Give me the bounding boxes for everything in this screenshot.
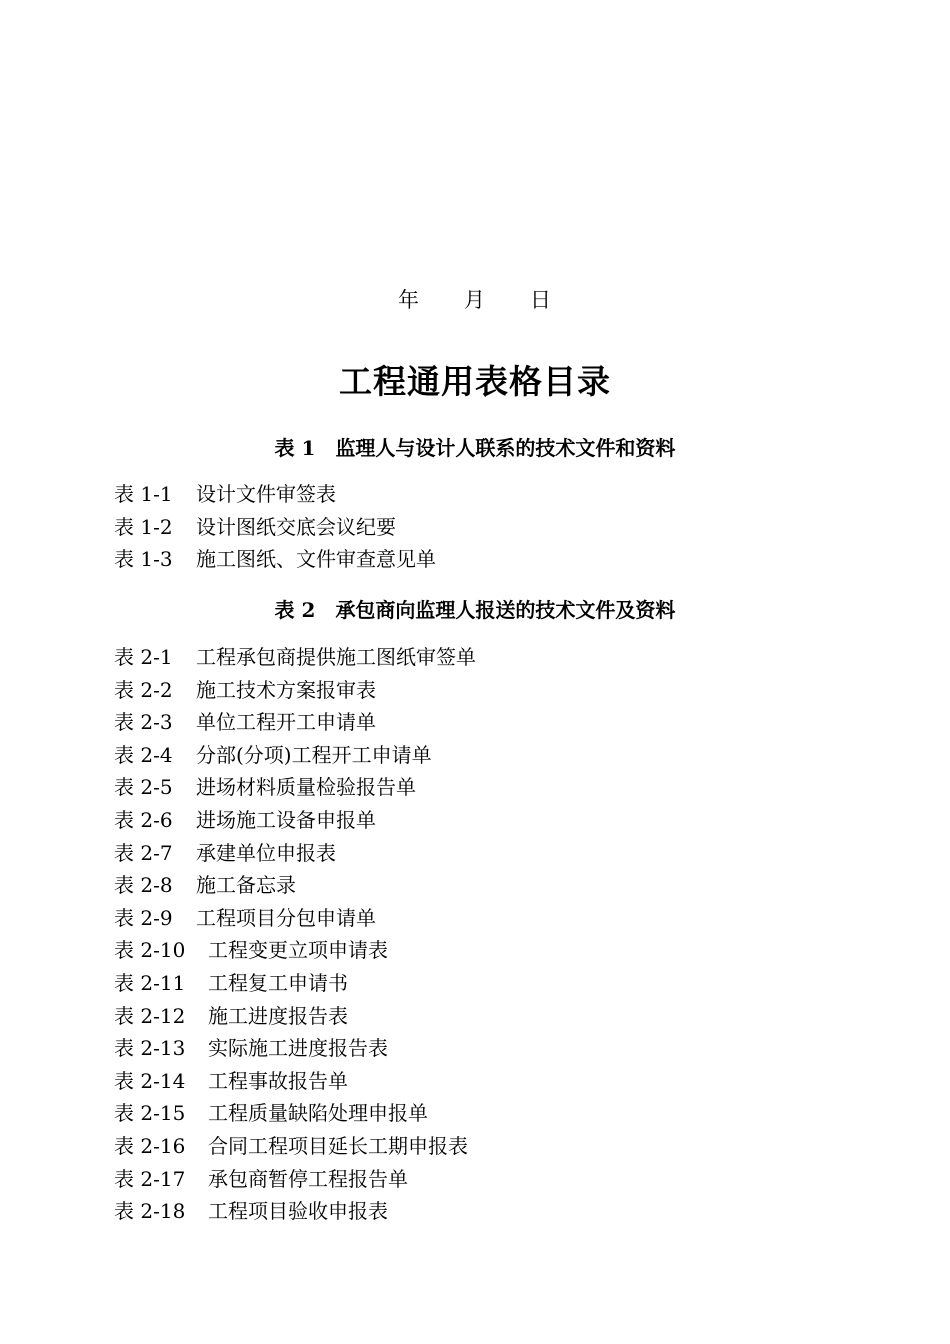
item-code: 表 2-15 [114,1101,186,1126]
item-code: 表 2-16 [114,1133,186,1158]
item-label: 工程项目验收申报表 [208,1199,388,1224]
item-code: 表 1-1 [114,482,173,506]
item-label: 施工进度报告表 [208,1003,348,1028]
item-code: 表 2-11 [114,970,186,995]
item-label: 设计文件审签表 [196,482,336,506]
list-item [114,706,476,739]
item-label: 实际施工进度报告表 [208,1036,388,1061]
item-code: 表 1-3 [114,547,173,572]
item-label: 设计图纸交底会议纪要 [196,514,396,539]
date-line [0,284,950,314]
section-code: 表 1 [274,436,316,460]
item-label: 工程承包商提供施工图纸审签单 [196,645,476,669]
list-item [114,478,436,511]
item-code: 表 2-5 [114,775,173,800]
item-code: 表 2-12 [114,1003,186,1028]
section-heading-1 [0,432,950,461]
item-label: 合同工程项目延长工期申报表 [208,1133,468,1158]
list-item [114,902,476,935]
item-code: 表 2-4 [114,742,173,767]
item-code: 表 2-14 [114,1068,186,1093]
item-label: 承建单位申报表 [196,840,336,865]
list-item [114,771,476,804]
date-day: 日 [530,288,552,312]
section-title: 监理人与设计人联系的技术文件和资料 [335,436,676,460]
list-item [114,1163,476,1196]
item-label: 施工图纸、文件审查意见单 [196,547,436,572]
section-2-list [114,641,476,1228]
item-code: 表 2-7 [114,840,173,865]
item-label: 工程复工申请书 [208,970,348,995]
list-item [114,674,476,707]
item-label: 工程项目分包申请单 [196,905,376,930]
list-item [114,1130,476,1163]
list-item [114,1032,476,1065]
list-item [114,641,476,674]
section-heading-2 [0,594,950,623]
list-item [114,934,476,967]
list-item [114,739,476,772]
item-label: 承包商暂停工程报告单 [208,1166,408,1191]
page-title: 工程通用表格目录 [339,362,611,401]
date-month: 月 [464,288,486,312]
item-label: 分部(分项)工程开工申请单 [196,742,432,767]
list-item [114,967,476,1000]
list-item [114,511,436,544]
list-item [114,837,476,870]
list-item [114,1000,476,1033]
section-title: 承包商向监理人报送的技术文件及资料 [335,598,676,622]
item-label: 进场材料质量检验报告单 [196,775,416,800]
item-code: 表 2-3 [114,710,173,735]
item-code: 表 2-8 [114,873,173,898]
item-code: 表 1-2 [114,514,173,539]
list-item [114,804,476,837]
list-item [114,1065,476,1098]
item-code: 表 2-10 [114,938,186,963]
item-code: 表 2-17 [114,1166,186,1191]
section-code: 表 2 [274,598,316,622]
item-label: 单位工程开工申请单 [196,710,376,735]
item-code: 表 2-13 [114,1036,186,1061]
item-code: 表 2-18 [114,1199,186,1224]
date-year: 年 [398,288,420,312]
item-label: 施工备忘录 [196,873,296,898]
list-item [114,869,476,902]
item-code: 表 2-1 [114,645,173,669]
item-label: 工程事故报告单 [208,1068,348,1093]
item-label: 施工技术方案报审表 [196,677,376,702]
list-item [114,1195,476,1228]
item-label: 工程质量缺陷处理申报单 [208,1101,428,1126]
section-1-list [114,478,436,576]
list-item [114,543,436,576]
item-label: 工程变更立项申请表 [208,938,388,963]
item-label: 进场施工设备申报单 [196,807,376,832]
item-code: 表 2-2 [114,677,173,702]
list-item [114,1097,476,1130]
item-code: 表 2-6 [114,807,173,832]
item-code: 表 2-9 [114,905,173,930]
